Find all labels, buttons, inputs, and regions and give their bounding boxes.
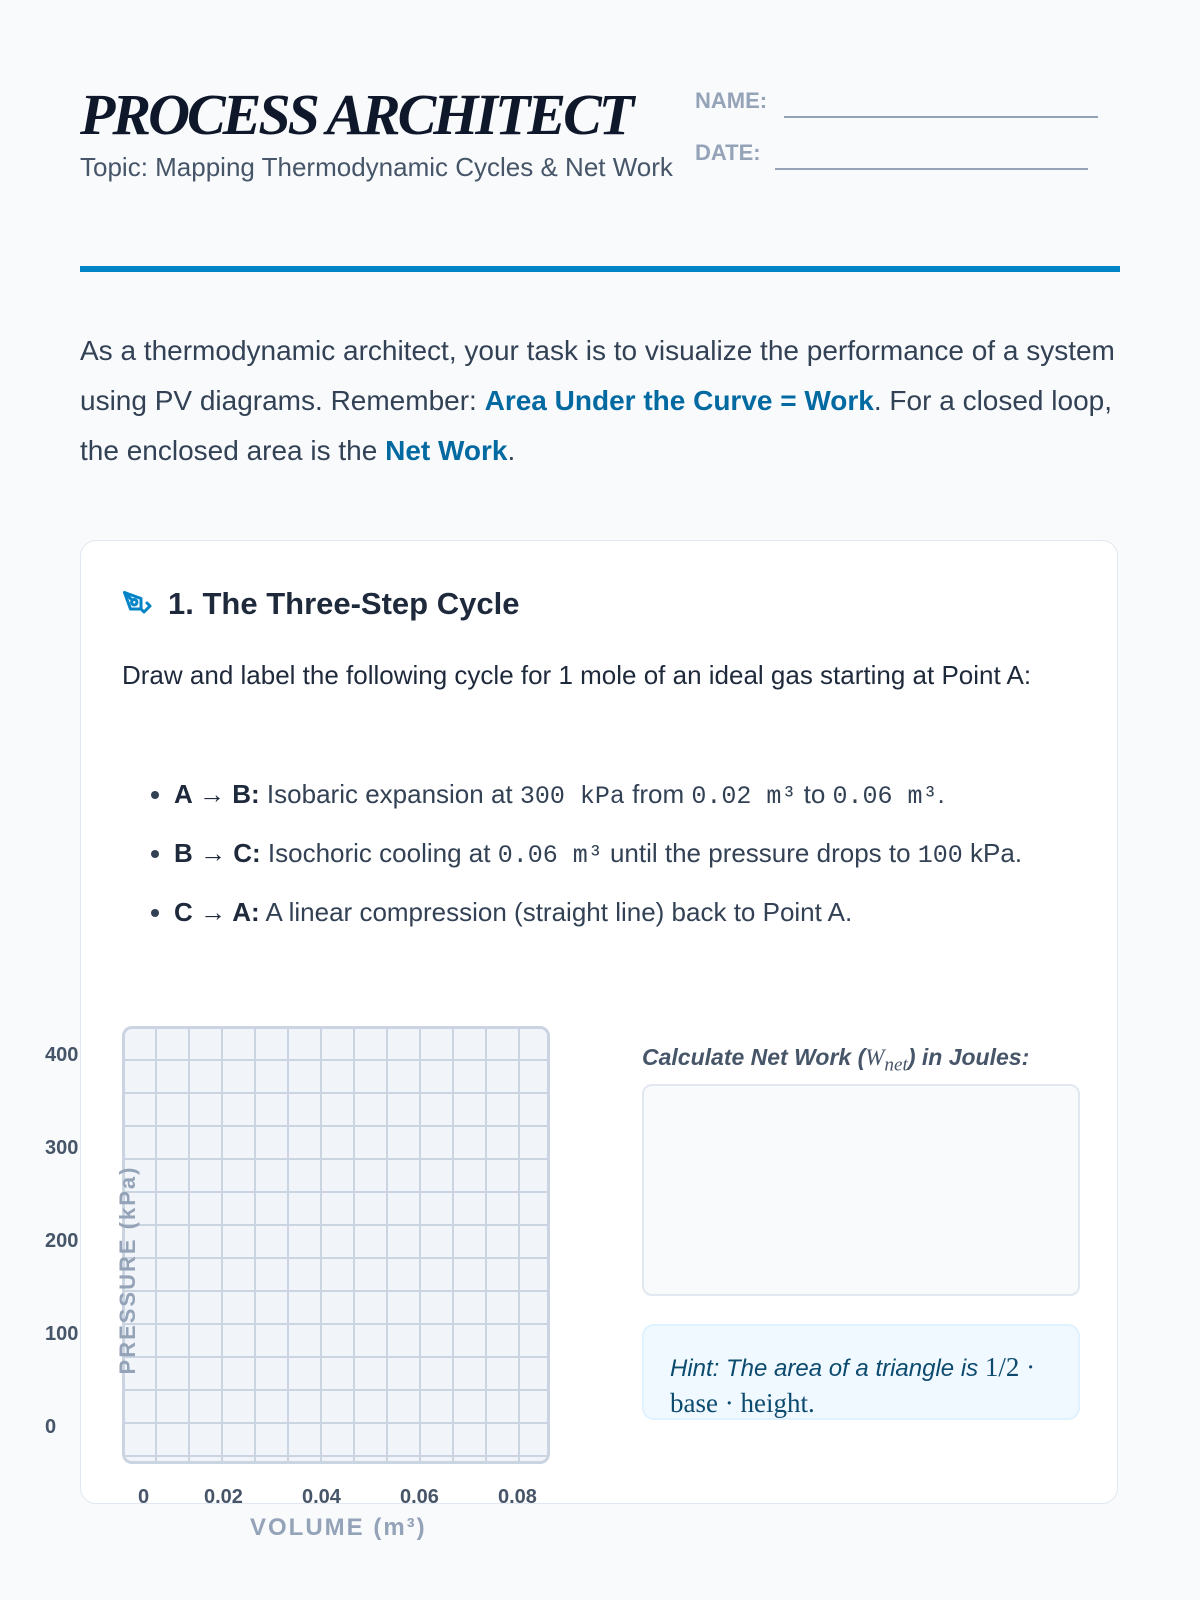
step-label: A → B: [174, 779, 260, 809]
pen-tool-icon [120, 588, 156, 624]
step-label: B → C: [174, 838, 261, 868]
step-text: kPa. [962, 838, 1023, 868]
list-item [174, 890, 1104, 934]
x-tick: 0.04 [302, 1486, 341, 1508]
step-text: . [937, 779, 945, 809]
step-text: Isobaric expansion at [259, 779, 520, 809]
intro-highlight: Net Work [385, 435, 508, 466]
y-tick: 100 [45, 1323, 79, 1345]
label-text: Calculate Net Work ( [642, 1044, 866, 1070]
list-item [174, 772, 1104, 819]
step-text: until the pressure drops to [602, 838, 918, 868]
date-label: DATE: [695, 140, 761, 165]
hint-text: Hint: The area of a triangle is [670, 1355, 985, 1382]
y-tick: 300 [45, 1137, 79, 1159]
hint-box [642, 1324, 1080, 1420]
intro-text: As a thermodynamic architect, your task is to visualize the performance of a system using PV diagrams. Remember: [80, 335, 1115, 416]
intro-highlight: Area Under the Curve = Work [484, 385, 874, 416]
x-tick: 0.06 [400, 1486, 439, 1508]
date-field[interactable] [775, 168, 1088, 170]
x-axis-label: VOLUME (m³) [250, 1514, 427, 1541]
step-text: to [796, 779, 833, 809]
x-tick: 0 [138, 1486, 150, 1508]
intro-text: . For a closed loop, the enclosed area is the [80, 385, 1112, 466]
step-text: from [624, 779, 692, 809]
y-tick: 0 [45, 1416, 57, 1438]
name-label: NAME: [695, 88, 768, 113]
page-title: PROCESS ARCHITECT [80, 82, 632, 147]
step-value: 0.06 m³ [497, 841, 603, 870]
step-value: 0.06 m³ [832, 782, 938, 811]
name-field[interactable] [784, 116, 1098, 118]
step-label: C → A: [174, 897, 260, 927]
y-axis-label: PRESSURE (kPa) [115, 1165, 140, 1375]
intro-paragraph [80, 326, 1120, 476]
step-text: A linear compression (straight line) back to Point A. [259, 897, 853, 927]
pv-drawing-grid[interactable] [122, 1026, 550, 1464]
math-subscript: net [884, 1054, 908, 1076]
net-work-answer-box[interactable] [642, 1084, 1080, 1296]
x-tick: 0.02 [204, 1486, 243, 1508]
step-text: Isochoric cooling at [260, 838, 498, 868]
step-value: 0.02 m³ [691, 782, 797, 811]
step-value: 100 [917, 841, 963, 870]
intro-text: . [507, 435, 516, 466]
header-divider [80, 266, 1120, 272]
label-text: ) in Joules: [907, 1044, 1030, 1070]
list-item [174, 831, 1104, 878]
section-title: 1. The Three-Step Cycle [168, 586, 520, 621]
y-tick: 200 [45, 1230, 79, 1252]
topic-subtitle: Topic: Mapping Thermodynamic Cycles & Net Work [80, 152, 673, 182]
y-tick: 400 [45, 1044, 79, 1066]
x-tick: 0.08 [498, 1486, 537, 1508]
math-symbol: W [865, 1045, 885, 1070]
step-value: 300 kPa [519, 782, 625, 811]
hint-formula: 1/2 · base · height. [670, 1352, 1036, 1418]
cycle-steps-list [122, 772, 1104, 946]
section-description: Draw and label the following cycle for 1 mole of an ideal gas starting at Point A: [122, 660, 1032, 690]
net-work-label [642, 1044, 1029, 1077]
